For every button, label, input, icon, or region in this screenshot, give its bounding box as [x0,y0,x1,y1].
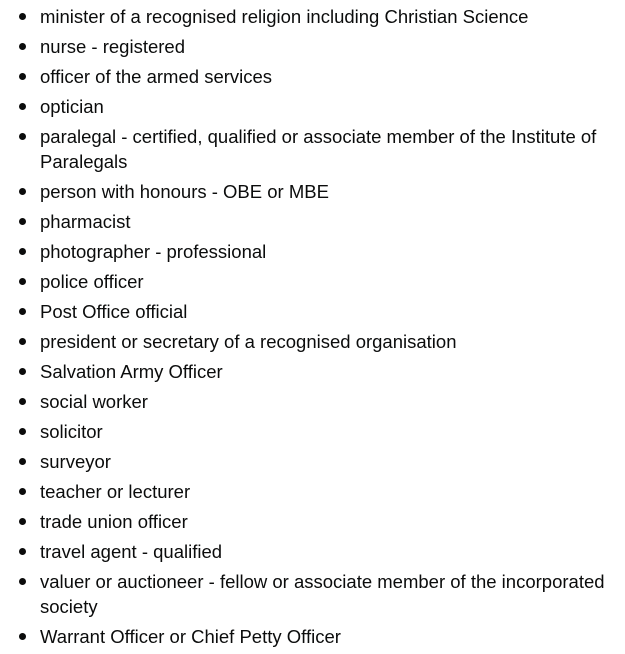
list-item-text: photographer - professional [40,241,267,262]
list-item-text: optician [40,96,104,117]
list-item-text: president or secretary of a recognised organisation [40,331,457,352]
list-item-text: pharmacist [40,211,131,232]
list-item [0,239,625,264]
list-item-text: Post Office official [40,301,188,322]
list-item [0,64,625,89]
list-item [0,329,625,354]
list-item-text: officer of the armed services [40,66,273,87]
bullet-icon [19,188,26,195]
bullet-icon [19,518,26,525]
bullet-icon [19,368,26,375]
list-item-text: nurse - registered [40,36,185,57]
list-item [0,624,625,649]
bullet-icon [19,578,26,585]
list-item [0,479,625,504]
list-item [0,389,625,414]
list-item-text: person with honours - OBE or MBE [40,181,329,202]
bullet-icon [19,548,26,555]
bullet-icon [19,308,26,315]
list-item-text: trade union officer [40,511,188,532]
bullet-icon [19,338,26,345]
list-item [0,509,625,534]
list-item-text: solicitor [40,421,103,442]
list-item [0,34,625,59]
list-item [0,209,625,234]
list-item-text: surveyor [40,451,111,472]
bullet-icon [19,633,26,640]
list-item [0,449,625,474]
list-item [0,179,625,204]
list-item [0,4,625,29]
bullet-icon [19,13,26,20]
list-item-text: minister of a recognised religion including Christian Science [40,6,529,27]
list-item-text: police officer [40,271,144,292]
bullet-icon [19,43,26,50]
bullet-icon [19,398,26,405]
bullet-icon [19,458,26,465]
list-item [0,299,625,324]
bullet-icon [19,248,26,255]
list-item [0,569,625,619]
list-item [0,539,625,564]
bullet-icon [19,103,26,110]
list-item [0,94,625,119]
bullet-icon [19,428,26,435]
list-item [0,359,625,384]
list-item-text: teacher or lecturer [40,481,191,502]
list-item-text: social worker [40,391,148,412]
bullet-icon [19,133,26,140]
list-item [0,124,625,174]
list-item-text: valuer or auctioneer - fellow or associate member of the incorporated society [40,571,605,617]
bullet-icon [19,73,26,80]
list-item-text: travel agent - qualified [40,541,223,562]
list-item-text: Salvation Army Officer [40,361,223,382]
bullet-icon [19,218,26,225]
list-item [0,419,625,444]
list-item-text: Warrant Officer or Chief Petty Officer [40,626,341,647]
list-item [0,269,625,294]
list-item-text: paralegal - certified, qualified or associate member of the Institute of Paralegals [40,126,597,172]
bullet-icon [19,278,26,285]
bullet-icon [19,488,26,495]
professions-list [0,4,625,654]
